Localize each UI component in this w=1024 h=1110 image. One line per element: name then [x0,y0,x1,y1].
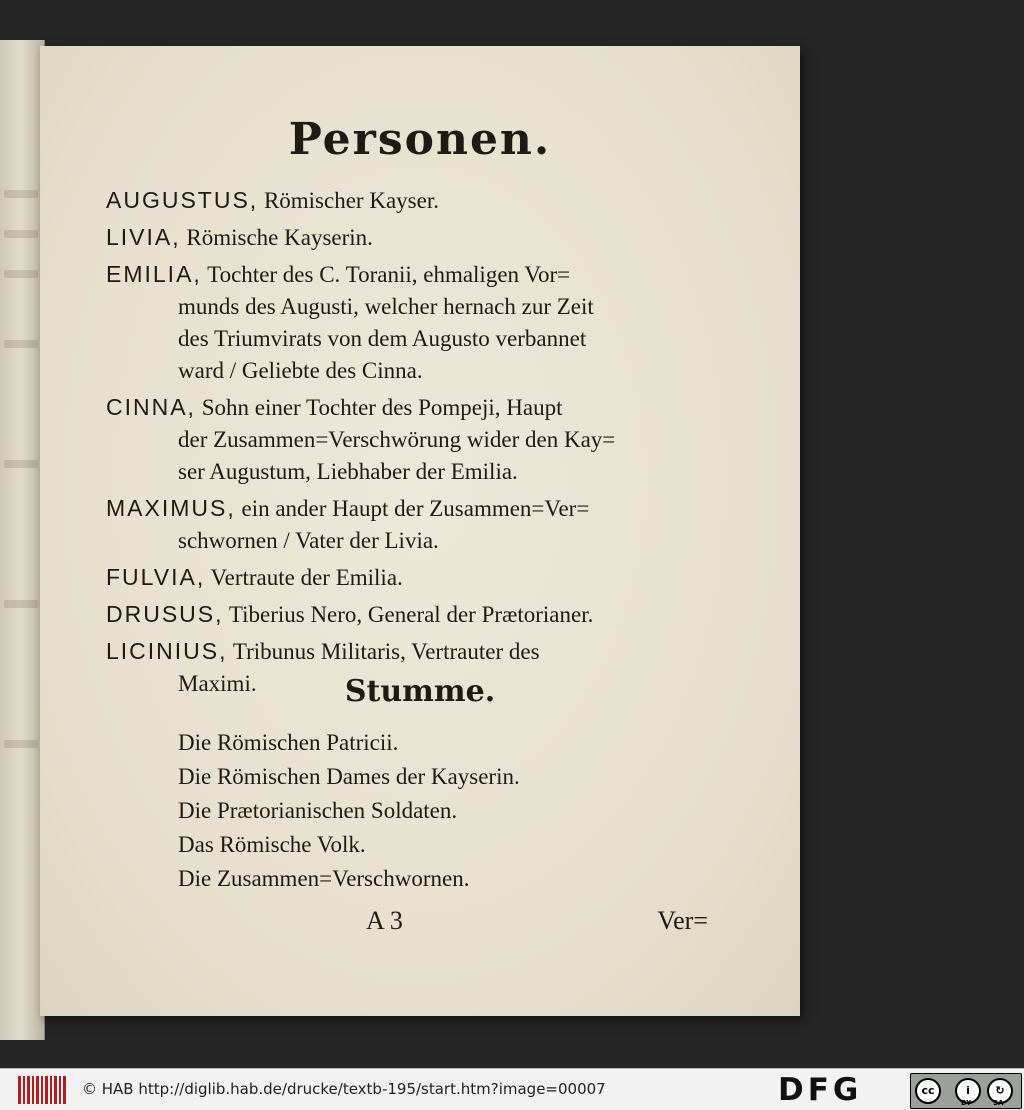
mute-role-item: Die Zusammen=Verschwornen. [178,866,470,891]
mute-role-item: Die Prætorianischen Soldaten. [178,798,458,823]
cast-entry [106,184,704,217]
character-description: Tiberius Nero, General der Prætorianer. [223,602,594,627]
share-alike-icon: ↻ [987,1078,1013,1104]
description-line: ser Augustum, Liebhaber der Emilia. [178,459,518,484]
cast-entry [106,221,704,254]
cast-entry [106,258,704,387]
cast-entry [106,492,704,557]
cc-icon: cc [915,1078,941,1104]
character-name: LIVIA, [106,224,181,250]
copyright-link[interactable]: © HAB http://diglib.hab.de/drucke/textb-195/start.htm?image=00007 [82,1080,606,1098]
mute-roles-list [178,726,658,896]
character-name: FULVIA, [106,564,206,590]
character-description: Römischer Kayser. [258,188,439,213]
mute-role-item: Die Römischen Dames der Kayserin. [178,764,520,789]
description-line: ward / Geliebte des Cinna. [178,358,423,383]
page-title: Personen. [288,114,552,165]
description-line: des Triumvirats von dem Augusto verbannet [178,326,587,351]
description-line: munds des Augusti, welcher hernach zur Zeit [178,294,594,319]
character-name: LICINIUS, [106,638,228,664]
character-description: Tribunus Militaris, Vertrauter des [227,639,540,664]
mute-role-item: Die Römischen Patricii. [178,730,399,755]
dfg-logo[interactable]: DFG [778,1072,863,1108]
character-name: MAXIMUS, [106,495,236,521]
character-description: ein ander Haupt der Zusammen=Ver= [235,496,590,521]
license-sa-label: SA [993,1099,1004,1107]
character-description: Tochter des C. Toranii, ehmaligen Vor= [201,262,571,287]
cast-list [106,184,704,704]
signature-mark: A 3 [366,906,403,935]
hab-logo-icon[interactable] [18,1076,66,1104]
character-name: DRUSUS, [106,601,224,627]
character-name: CINNA, [106,394,196,420]
viewer-footer [0,1068,1024,1110]
mute-role-item: Das Römische Volk. [178,832,366,857]
character-name: AUGUSTUS, [106,187,259,213]
cast-entry [106,561,704,594]
cast-entry [106,391,704,488]
book-page [40,46,800,1016]
catchword: Ver= [657,906,708,935]
character-description: Römische Kayserin. [180,225,373,250]
license-by-label: BY [961,1099,972,1107]
character-name: EMILIA, [106,261,202,287]
description-line: Maximi. [178,671,257,696]
character-description: Sohn einer Tochter des Pompeji, Haupt [195,395,563,420]
previous-page-edge [0,40,45,1040]
description-line: schwornen / Vater der Livia. [178,528,439,553]
mute-roles-heading: Stumme. [344,674,496,709]
cc-license-badge[interactable] [910,1073,1022,1109]
description-line: der Zusammen=Verschwörung wider den Kay= [178,427,616,452]
attribution-icon: i [955,1078,981,1104]
cast-entry [106,598,704,631]
character-description: Vertraute der Emilia. [205,565,403,590]
